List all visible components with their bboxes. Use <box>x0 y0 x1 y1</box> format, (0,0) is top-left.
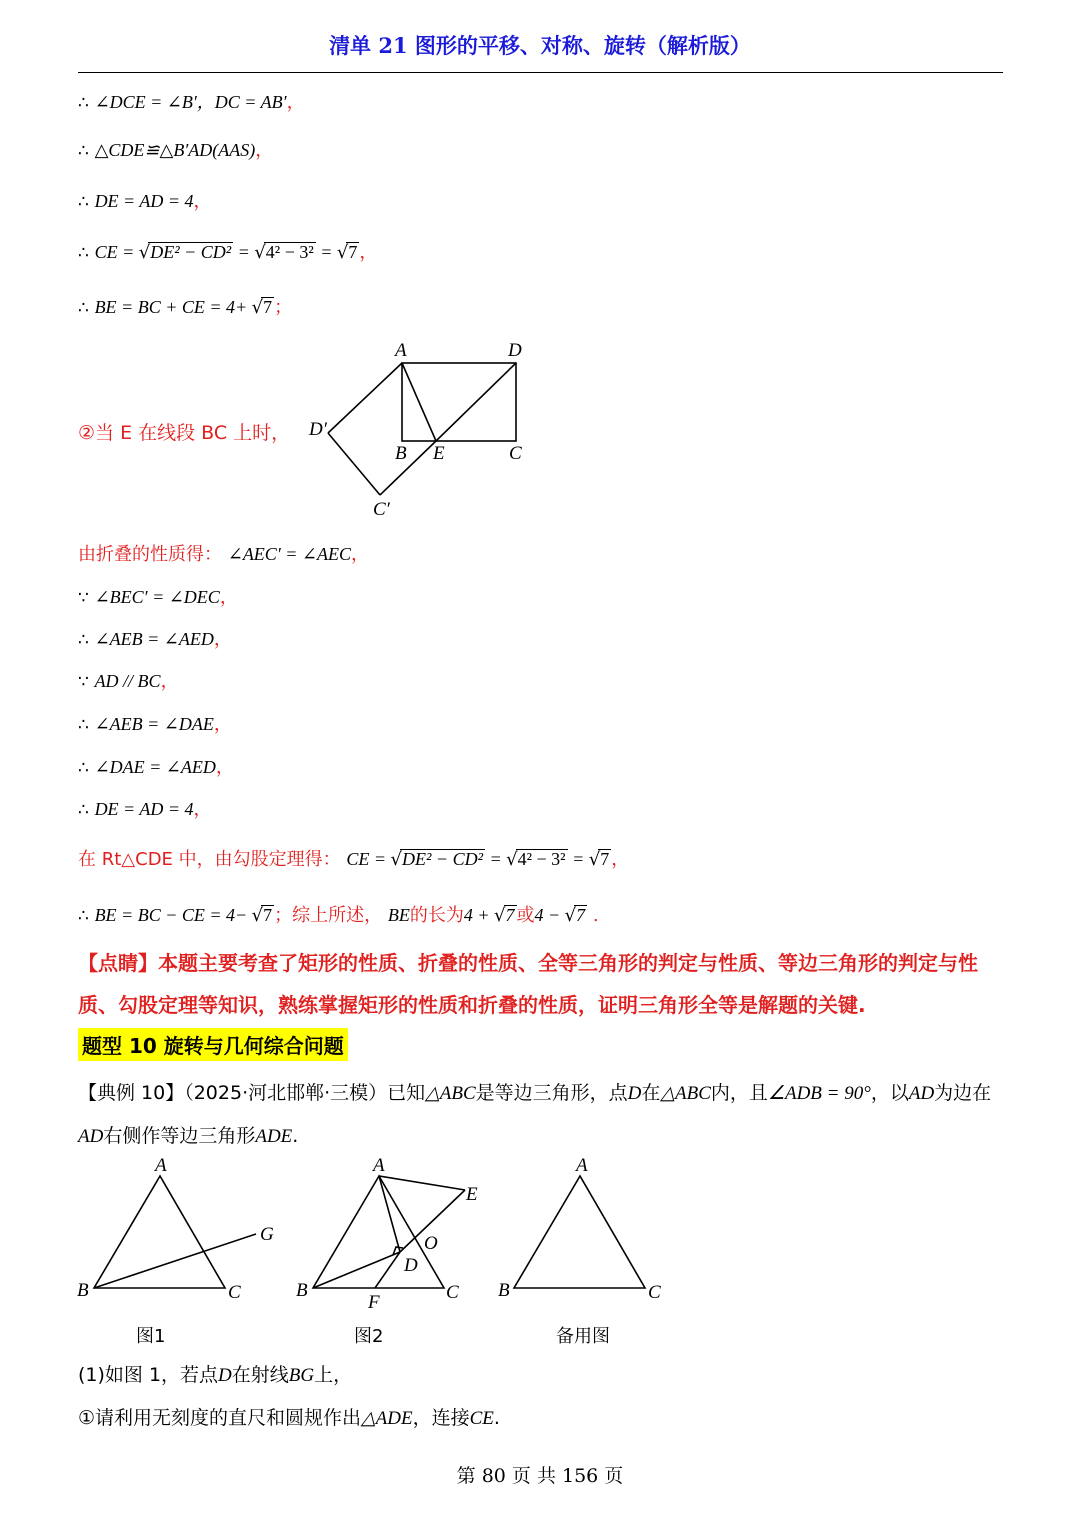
therefore-symbol: ∴ <box>78 630 89 650</box>
point-label-C-prime: C′ <box>373 499 390 520</box>
solution-math: AD // BC <box>94 671 161 691</box>
solution-line-3: ∴ DE = AD = 4， <box>78 191 212 212</box>
point-label-B: B <box>395 443 407 464</box>
solution-math: DE = AD = 4 <box>94 799 194 819</box>
therefore-symbol: ∴ <box>78 192 89 212</box>
fig2-label-D: D <box>404 1255 418 1276</box>
case-2-label: ②当 E 在线段 BC 上时， <box>78 422 291 444</box>
fig1-label-C: C <box>228 1282 241 1303</box>
solution-line-1: ∴ ∠DCE = ∠B′，DC = AB′， <box>78 92 305 113</box>
fig2-caption: 图2 <box>354 1326 384 1347</box>
fig2-label-E: E <box>466 1184 478 1205</box>
solution-line-14: ∴ BE = BC − CE = 4− √7 ；综上所述， BE的长为4 + √7 或4 − √7 . <box>78 905 599 926</box>
therefore-symbol: ∴ <box>78 715 89 735</box>
question-1-sub-1: ①请利用无刻度的直尺和圆规作出△ADE，连接CE. <box>78 1407 500 1429</box>
fig2-label-O: O <box>424 1233 438 1254</box>
solution-math: ∠DCE = ∠B′，DC = AB′ <box>94 92 287 112</box>
solution-math: BE = BC − CE = 4− √7 <box>94 905 273 926</box>
solution-math: CE = √DE² − CD² = √4² − 3² = √7 <box>346 849 610 870</box>
solution-line-10: ∴ ∠AEB = ∠DAE， <box>78 714 232 735</box>
solution-line-7: ∵ ∠BEC′ = ∠DEC， <box>78 587 238 608</box>
solution-math: ∠BEC′ = ∠DEC <box>94 587 220 607</box>
solution-line-5: ∴ BE = BC + CE = 4+ √7 ； <box>78 297 293 318</box>
solution-line-12: ∴ DE = AD = 4， <box>78 799 212 820</box>
fig2-label-C: C <box>446 1282 459 1303</box>
point-label-C: C <box>509 443 522 464</box>
fig3-caption: 备用图 <box>556 1326 610 1347</box>
fig1-label-A: A <box>155 1155 167 1176</box>
header-rule <box>78 72 1003 73</box>
fig1-label-G: G <box>260 1224 274 1245</box>
solution-math: CE = √DE² − CD² = √4² − 3² = √7 <box>94 242 358 263</box>
fig2-label-B: B <box>296 1280 308 1301</box>
therefore-symbol: ∴ <box>78 93 89 113</box>
solution-line-9: ∵ AD // BC， <box>78 671 179 692</box>
fig1-caption: 图1 <box>136 1326 166 1347</box>
solution-math: BE = BC + CE = 4+ √7 <box>94 297 273 318</box>
point-label-E: E <box>433 443 445 464</box>
rectangle-fold-figure <box>300 335 540 525</box>
fig3-label-B: B <box>498 1280 510 1301</box>
solution-math: ∠AEB = ∠DAE <box>94 714 214 734</box>
problem-statement: 【典例 10】（2025·河北邯郸·三模）已知△ABC是等边三角形，点D在△ABC内，且∠ADB = 90°，以AD为边在AD右侧作等边三角形ADE. <box>78 1082 992 1147</box>
page-footer: 第 80 页 共 156 页 <box>456 1465 624 1487</box>
fig1-label-B: B <box>77 1280 89 1301</box>
fig3-label-C: C <box>648 1282 661 1303</box>
therefore-symbol: ∴ <box>78 243 89 263</box>
solution-math: ∠AEB = ∠AED <box>94 629 214 649</box>
tip-paragraph: 【点睛】本题主要考查了矩形的性质、折叠的性质、全等三角形的判定与性质、等边三角形的判定与性质、勾股定理等知识，熟练掌握矩形的性质和折叠的性质，证明三角形全等是解题的关键. <box>78 951 978 1017</box>
therefore-symbol: ∴ <box>78 298 89 318</box>
therefore-symbol: ∴ <box>78 758 89 778</box>
solution-math: DE = AD = 4 <box>94 191 194 211</box>
solution-line-8: ∴ ∠AEB = ∠AED， <box>78 629 232 650</box>
section-title: 题型 10 旋转与几何综合问题 <box>78 1028 348 1061</box>
point-label-A: A <box>395 340 407 361</box>
fig2-label-F: F <box>368 1292 380 1313</box>
question-1: (1)如图 1，若点D在射线BG上， <box>78 1364 353 1386</box>
triangle-figures <box>70 1150 680 1320</box>
solution-line-6: 由折叠的性质得： ∠AEC′ = ∠AEC， <box>78 544 369 565</box>
solution-math: ∠DAE = ∠AED <box>94 757 216 777</box>
page-header: 清单 21 图形的平移、对称、旋转（解析版） <box>329 33 751 58</box>
point-label-D-prime: D′ <box>309 419 327 440</box>
solution-line-4: ∴ CE = √DE² − CD² = √4² − 3² = √7 ， <box>78 242 378 263</box>
therefore-symbol: ∴ <box>78 141 89 161</box>
therefore-symbol: ∴ <box>78 800 89 820</box>
solution-math: ∠AEC′ = ∠AEC <box>227 544 351 564</box>
solution-line-2: ∴ △CDE≌△B′AD(AAS)， <box>78 140 274 161</box>
therefore-symbol: ∴ <box>78 906 89 926</box>
point-label-D: D <box>508 340 522 361</box>
solution-line-13: 在 Rt△CDE 中，由勾股定理得： CE = √DE² − CD² = √4² − 3² = √7 ， <box>78 849 630 870</box>
fig3-label-A: A <box>576 1155 588 1176</box>
solution-line-11: ∴ ∠DAE = ∠AED， <box>78 757 234 778</box>
solution-math: △CDE≌△B′AD(AAS) <box>94 140 256 160</box>
because-symbol: ∵ <box>78 588 89 608</box>
fig2-label-A: A <box>373 1155 385 1176</box>
because-symbol: ∵ <box>78 672 89 692</box>
